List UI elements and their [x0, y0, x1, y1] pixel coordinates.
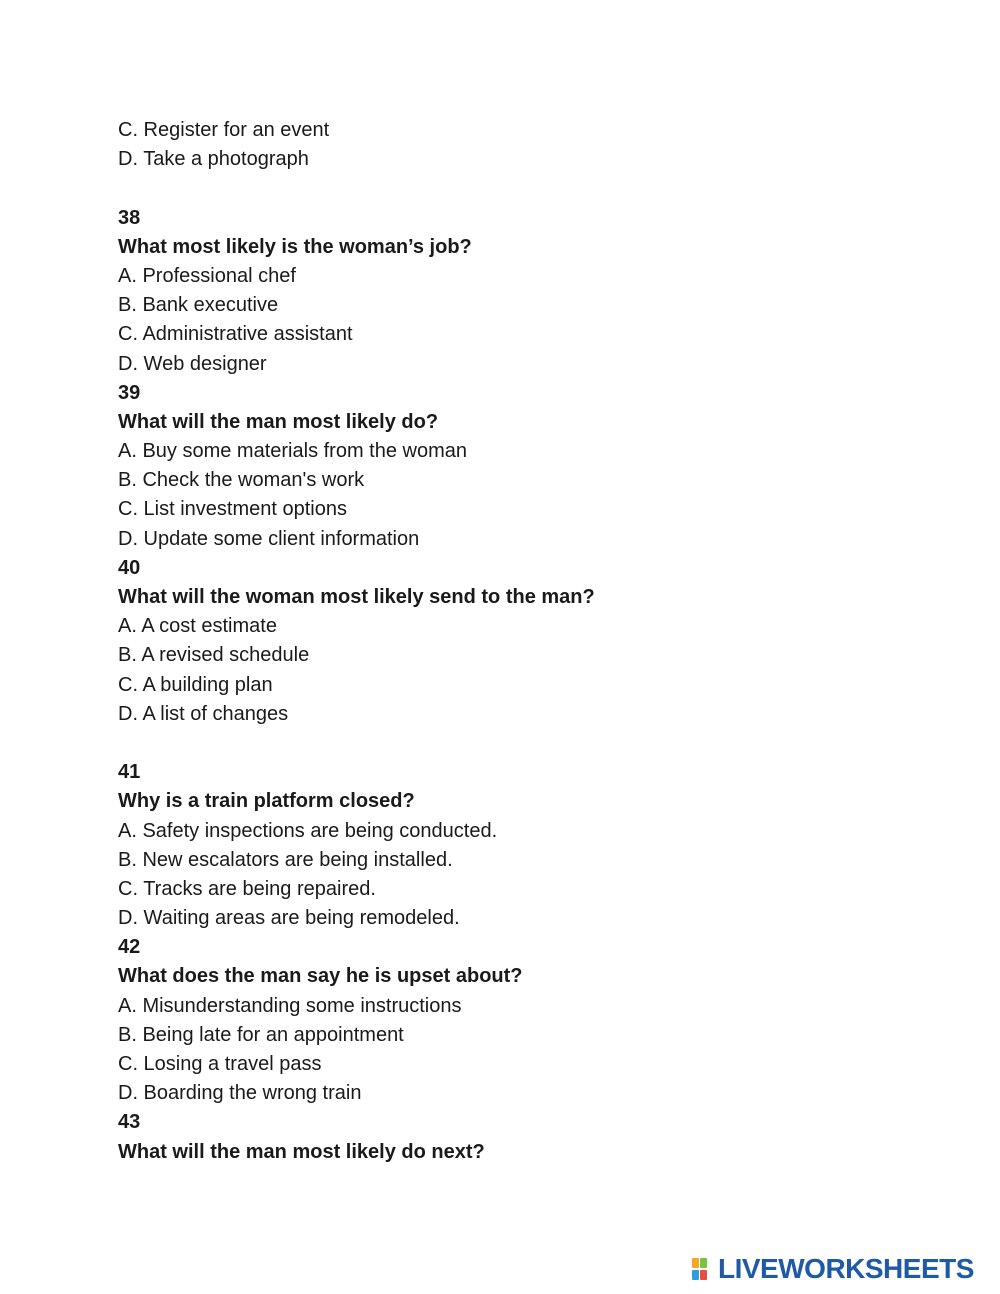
option: D. A list of changes: [118, 702, 289, 725]
question-number: 38: [118, 206, 141, 229]
option: A. Buy some materials from the woman: [118, 440, 468, 463]
spacer: [118, 174, 938, 203]
option: D. Boarding the wrong train: [118, 1082, 362, 1105]
question-number: 40: [118, 556, 141, 579]
question-block-41: [118, 758, 938, 933]
question-number: 39: [118, 381, 141, 404]
option: B. A revised schedule: [118, 644, 310, 667]
question-text: What will the man most likely do?: [118, 410, 439, 433]
question-text: What does the man say he is upset about?: [118, 965, 523, 988]
question-text: What will the woman most likely send to the man?: [118, 586, 595, 608]
worksheet-content: [118, 116, 938, 1167]
option: A. Misunderstanding some instructions: [118, 994, 462, 1017]
question-block-38: [118, 204, 938, 379]
option: A. Professional chef: [118, 264, 296, 287]
option: B. New escalators are being installed.: [118, 848, 453, 871]
option: C. Register for an event: [118, 119, 330, 141]
option: C. Administrative assistant: [118, 323, 353, 346]
option: C. A building plan: [118, 673, 273, 696]
question-number: 42: [118, 936, 141, 959]
question-number: 41: [118, 761, 141, 784]
option: C. Tracks are being repaired.: [118, 877, 376, 900]
option: A. A cost estimate: [118, 615, 277, 638]
option: C. Losing a travel pass: [118, 1053, 322, 1075]
spacer: [118, 729, 938, 758]
liveworksheets-brand: [692, 1252, 974, 1286]
question-block-39: [118, 379, 938, 554]
option: D. Waiting areas are being remodeled.: [118, 907, 460, 930]
option: D. Web designer: [118, 352, 267, 375]
option: D. Update some client information: [118, 527, 420, 550]
option: B. Bank executive: [118, 294, 279, 317]
question-block-43: [118, 1108, 938, 1166]
question-number: 43: [118, 1111, 141, 1134]
option: B. Being late for an appointment: [118, 1023, 404, 1046]
option: B. Check the woman's work: [118, 469, 365, 492]
question-block-40: [118, 554, 938, 729]
liveworksheets-logo-icon: [692, 1257, 716, 1281]
option: C. List investment options: [118, 498, 347, 521]
brand-name: LIVEWORKSHEETS: [718, 1253, 974, 1284]
question-text: What will the man most likely do next?: [118, 1140, 485, 1163]
question-text: Why is a train platform closed?: [118, 790, 415, 813]
option: A. Safety inspections are being conducted.: [118, 819, 498, 842]
option: D. Take a photograph: [118, 148, 309, 171]
question-block-42: [118, 933, 938, 1108]
question-text: What most likely is the woman’s job?: [118, 235, 472, 258]
